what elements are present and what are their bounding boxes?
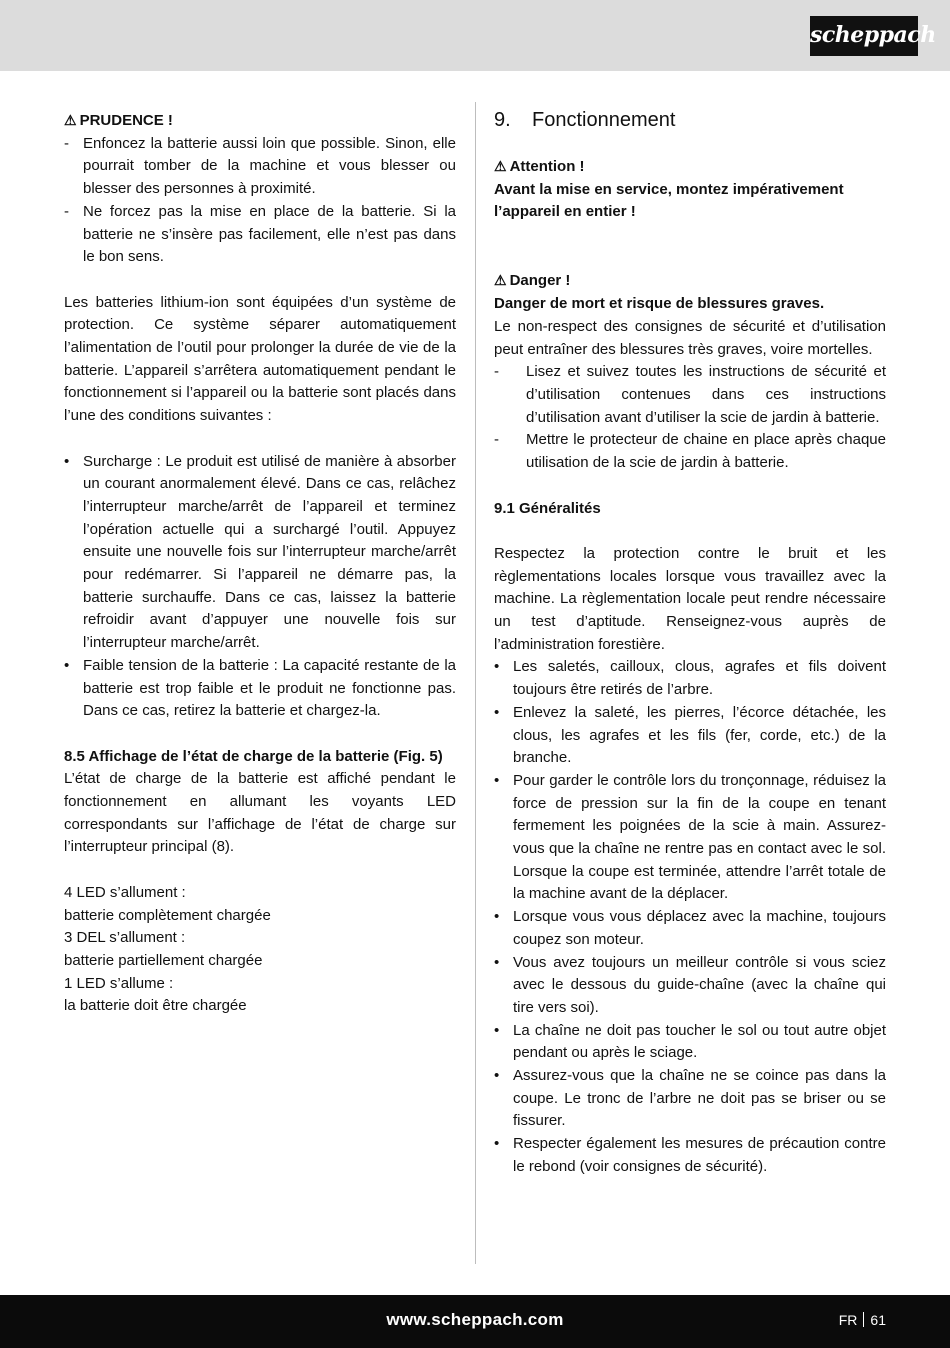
attention-title: Attention ! [509,158,585,175]
section-title-text: Fonctionnement [532,109,676,131]
protection-intro: Les batteries lithium-ion sont équipées d’un système de protection. Ce système séparer automatiquement l’alimentation de l’outil pour prolonger la durée de vie de la batterie. L’appareil s’arrêtera automatiquement pendant le fonctionnement si l’appareil ou la batterie sont placés dans l’une des conditions suivantes : [64,293,456,425]
list-item: • Lorsque vous vous déplacez avec la machine, toujours coupez son moteur. [494,908,886,948]
section-9-1-text: Respectez la protection contre le bruit et les règlementations locales lorsque vous travaillez avec la machine. La règlementation locale peut rendre nécessaire un test d’aptitude. Renseignez-vous auprès de l’administration forestière. [494,544,886,653]
conditions-list [64,451,456,723]
section-9-title [494,109,886,131]
section-8-5-text: L’état de charge de la batterie est affiché pendant le fonctionnement en allumant les voyants LED correspondants sur l’affichage de l’état de charge sur l’interrupteur principal (8). [64,770,456,856]
list-item: • Pour garder le contrôle lors du tronçonnage, réduisez la force de pression sur la fin de la coupe en tenant fermement les poignées de la scie à main. Assurez-vous que la chaîne ne rentre pas en contact avec le sol. Lorsque la coupe est terminée, attendre l’arrêt totale de la machine avant de la déplacer. [494,771,886,903]
list-item: - Lisez et suivez toutes les instructions de sécurité et d’utilisation contenues dans ces instructions d’utilisation avant d’utiliser la scie de jardin à batterie. [494,363,886,426]
column-divider [475,102,476,1264]
page-number: 61 [870,1312,886,1328]
danger-subtitle: Danger de mort et risque de blessures graves. [494,295,825,313]
list-item: • Respecter également les mesures de précaution contre le rebond (voir consignes de sécurité). [494,1135,886,1175]
list-item: • Surcharge : Le produit est utilisé de manière à absorber un courant anormalement élevé. Dans ce cas, relâchez l’interrupteur marche/arrêt de l’appareil et terminez l’opération actuelle qui a surchargé l’outil. Appuyez ensuite une nouvelle fois sur l’interrupteur marche/arrêt pour redémarrer. Si l’appareil ne démarre pas, la batterie surchauffe. Dans ce cas, laissez la batterie refroidir avant d’appuyer une nouvelle fois sur l’interrupteur marche/arrêt. [64,452,456,652]
brand-logo: scheppach [810,16,918,56]
caution-heading [64,109,456,133]
list-item: • Assurez-vous que la chaîne ne se coince pas dans la coupe. Le tronc de l’arbre ne doit pas se briser ou se fissurer. [494,1067,886,1130]
led-line: 1 LED s’allume : [64,974,174,992]
section-number: 9. [494,109,511,131]
danger-title: Danger ! [509,272,571,290]
list-item: • Enlevez la saleté, les pierres, l’écorce détachée, les clous, les agrafes et les fils (fer, corde, etc.) de la branche. [494,703,886,767]
section-9-1-title: 9.1 Généralités [494,499,601,517]
warning-icon: ⚠ [494,272,507,289]
danger-list [494,361,886,475]
section-8-5-title: 8.5 Affichage de l’état de charge de la batterie (Fig. 5) [64,747,443,765]
website-link[interactable]: www.scheppach.com [386,1310,564,1329]
list-item: • Faible tension de la batterie : La capacité restante de la batterie est trop faible et le produit ne fonctionne pas. Dans ce cas, retirez la batterie et chargez-la. [64,656,456,720]
header-band [0,0,950,71]
list-item: • La chaîne ne doit pas toucher le sol ou tout autre objet pendant ou après le sciage. [494,1021,886,1062]
language-code: FR [838,1312,858,1328]
right-column [494,109,886,1179]
list-item: - Ne forcez pas la mise en place de la batterie. Si la batterie ne s’insère pas facilement, elle n’est pas dans le bon sens. [64,202,456,266]
led-status-list [64,882,456,1018]
led-line: la batterie doit être chargée [64,997,247,1015]
led-line: batterie complètement chargée [64,906,271,924]
danger-heading [494,269,886,293]
danger-text: Le non-respect des consignes de sécurité et d’utilisation peut entraîner des blessures très graves, voire mortelles. [494,317,886,358]
general-list [494,656,886,1178]
caution-title: PRUDENCE ! [79,112,173,129]
led-line: 4 LED s’allument : [64,883,186,901]
left-column [64,109,456,1018]
led-line: 3 DEL s’allument : [64,929,186,947]
list-item: • Vous avez toujours un meilleur contrôle si vous sciez avec le dessous du guide-chaîne (avec la chaîne qui tire vers soi). [494,953,886,1016]
footer-bar [0,1295,950,1348]
page-separator [863,1312,864,1327]
list-item: - Enfoncez la batterie aussi loin que possible. Sinon, elle pourrait tomber de la machine et vous blesser ou blesser des personnes à proximité. [64,134,456,198]
list-item: • Les saletés, cailloux, clous, agrafes et fils doivent toujours être retirés de l’arbre. [494,658,886,699]
page-indicator [839,1309,886,1332]
caution-list [64,133,456,269]
attention-heading [494,155,886,179]
warning-icon: ⚠ [494,158,507,174]
list-item: - Mettre le protecteur de chaine en place après chaque utilisation de la scie de jardin à batterie. [494,431,886,472]
warning-icon: ⚠ [64,112,77,128]
led-line: batterie partiellement chargée [64,951,263,969]
attention-text: Avant la mise en service, montez impérativement l’appareil en entier ! [494,180,844,221]
